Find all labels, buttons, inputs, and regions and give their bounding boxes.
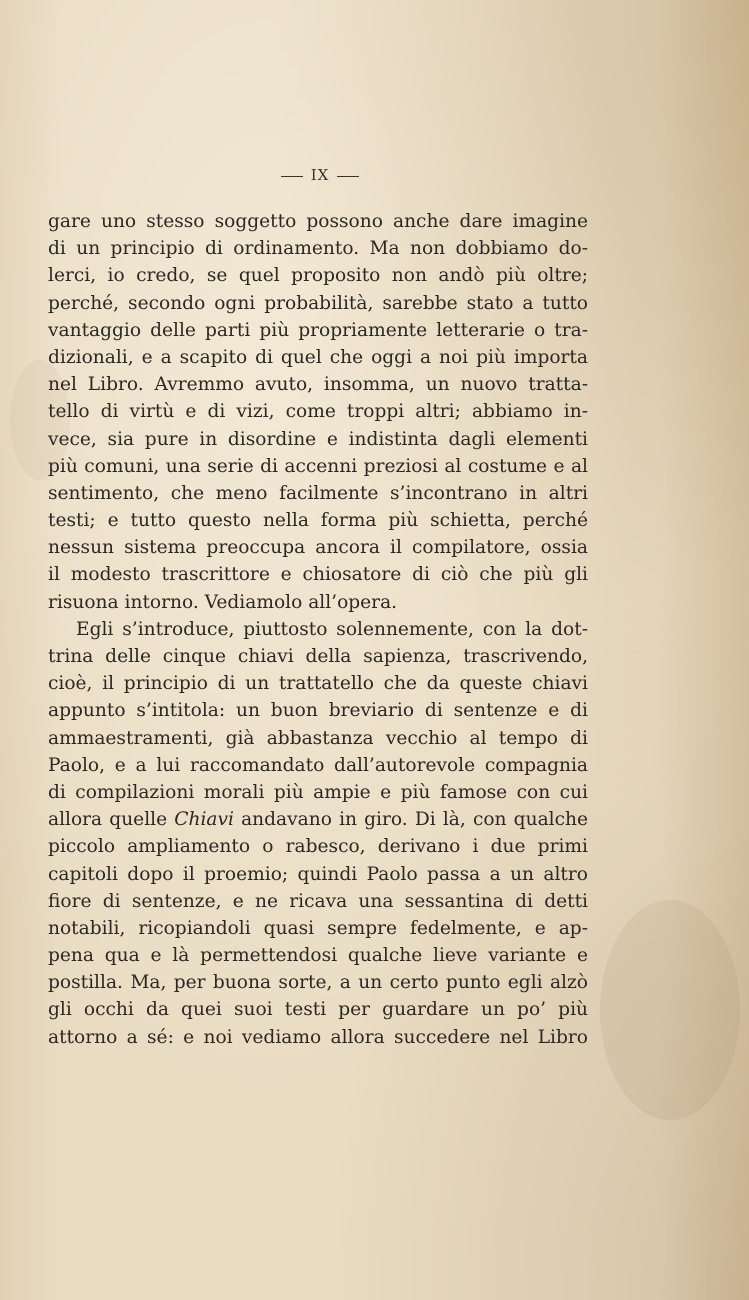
- text-line: lerci, io credo, se quel proposito non andò più oltre;: [48, 265, 588, 287]
- body-text: [48, 208, 588, 1051]
- text-line: vece, sia pure in disordine e indistinta dagli elementi: [48, 428, 588, 450]
- text-line: notabili, ricopiandoli quasi sempre fedelmente, e ap-: [48, 917, 588, 939]
- paper-stain: [600, 900, 740, 1120]
- text-line: di compilazioni morali più ampie e più famose con cui: [48, 781, 588, 803]
- paragraph-1: [48, 208, 588, 616]
- text-line: nel Libro. Avremmo avuto, insomma, un nuovo tratta-: [48, 374, 588, 396]
- text-line: trina delle cinque chiavi della sapienza, trascrivendo,: [48, 646, 588, 667]
- page-header: [0, 166, 640, 184]
- text-line: dizionali, e a scapito di quel che oggi a noi più importa: [48, 346, 588, 368]
- italic-title: Chiavi: [174, 809, 234, 831]
- text-line: capitoli dopo il proemio; quindi Paolo passa a un altro: [48, 863, 588, 885]
- page-number: IX: [310, 166, 330, 184]
- text-line: ammaestramenti, già abbastanza vecchio al tempo di: [48, 727, 588, 749]
- text-segment: allora quelle: [48, 809, 175, 831]
- text-line: Paolo, e a lui raccomandato dall’autorevole compagnia: [48, 754, 588, 776]
- text-line: fiore di sentenze, e ne ricava una sessantina di detti: [48, 890, 588, 912]
- text-line: appunto s’intitola: un buon breviario di sentenze e di: [48, 700, 588, 722]
- text-line: cioè, il principio di un trattatello che da queste chiavi: [48, 673, 588, 695]
- text-line: sentimento, che meno facilmente s’incontrano in altri: [48, 482, 588, 504]
- text-line: tello di virtù e di vizi, come troppi altri; abbiamo in-: [48, 401, 588, 423]
- text-line: piccolo ampliamento o rabesco, derivano i due primi: [48, 836, 588, 858]
- header-dash-right: [337, 176, 359, 177]
- text-line: Egli s’introduce, piuttosto solennemente, con la dot-: [76, 618, 588, 640]
- text-segment: andavano in giro. Di là, con qualche: [233, 809, 588, 831]
- text-line: gli occhi da quei suoi testi per guardare un po’ più: [48, 999, 588, 1021]
- text-line: più comuni, una serie di accenni preziosi al costume e al: [48, 455, 588, 477]
- text-line: gare uno stesso soggetto possono anche dare imagine: [48, 211, 588, 232]
- text-line: attorno a sé: e noi vediamo allora succedere nel Libro: [48, 1026, 588, 1048]
- text-line: nessun sistema preoccupa ancora il compilatore, ossia: [48, 537, 588, 559]
- text-line: vantaggio delle parti più propriamente letterarie o tra-: [48, 319, 588, 341]
- text-line: perché, secondo ogni probabilità, sarebbe stato a tutto: [48, 292, 588, 314]
- text-line: il modesto trascrittore e chiosatore di ciò che più gli: [48, 564, 588, 586]
- text-line: di un principio di ordinamento. Ma non dobbiamo do-: [48, 238, 588, 260]
- text-line: pena qua e là permettendosi qualche lieve variante e: [48, 945, 588, 967]
- text-line: testi; e tutto questo nella forma più schietta, perché: [48, 510, 588, 532]
- text-line-with-italic: [48, 806, 588, 833]
- header-dash-left: [281, 176, 303, 177]
- text-line: postilla. Ma, per buona sorte, a un certo punto egli alzò: [48, 972, 588, 994]
- paragraph-2: [48, 616, 588, 1051]
- text-line: risuona intorno. Vediamolo all’opera.: [48, 591, 398, 613]
